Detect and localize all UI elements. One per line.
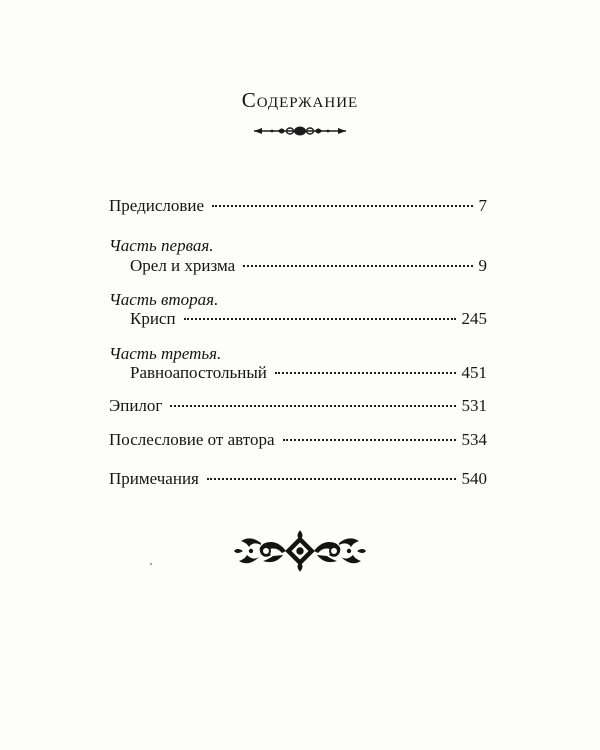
toc-entry-notes[interactable] [109, 469, 487, 489]
toc-entry-label: Орел и хризма [130, 256, 236, 275]
toc-entry-page: 531 [461, 396, 487, 415]
dot-leader [243, 265, 472, 267]
dot-leader [170, 405, 455, 407]
toc-entry-page: 9 [478, 256, 487, 275]
toc-entry-label: Предисловие [109, 196, 205, 215]
toc-entry-label: Примечания [109, 469, 199, 488]
toc-entry-part2[interactable] [130, 309, 487, 329]
toc-entry-epilogue[interactable] [109, 396, 487, 416]
toc-entry-part3[interactable] [130, 363, 487, 383]
page-title: Содержание [241, 88, 359, 112]
paper-speck [150, 563, 152, 565]
floral-ornament-icon [233, 529, 367, 573]
toc-entry-page: 540 [461, 469, 487, 488]
toc-entry-label: Крисп [130, 309, 176, 328]
title-ornament-icon [252, 124, 348, 138]
part-heading-2: Часть вторая. [109, 290, 219, 309]
dot-leader [283, 439, 456, 441]
toc-entry-page: 7 [478, 196, 487, 215]
dot-leader [184, 318, 456, 320]
toc-entry-label: Послесловие от автора [109, 430, 275, 449]
dot-leader [207, 478, 456, 480]
toc-entry-preface[interactable] [109, 196, 487, 216]
toc-entry-page: 245 [461, 309, 487, 328]
toc-entry-page: 451 [461, 363, 487, 382]
part-heading-1: Часть первая. [109, 236, 214, 255]
toc-entry-afterword[interactable] [109, 430, 487, 450]
toc-entry-page: 534 [461, 430, 487, 449]
part-heading-3: Часть третья. [109, 344, 222, 363]
dot-leader [212, 205, 472, 207]
toc-entry-label: Равноапостольный [130, 363, 267, 382]
toc-entry-part1[interactable] [130, 256, 487, 276]
dot-leader [275, 372, 456, 374]
toc-entry-label: Эпилог [109, 396, 163, 415]
